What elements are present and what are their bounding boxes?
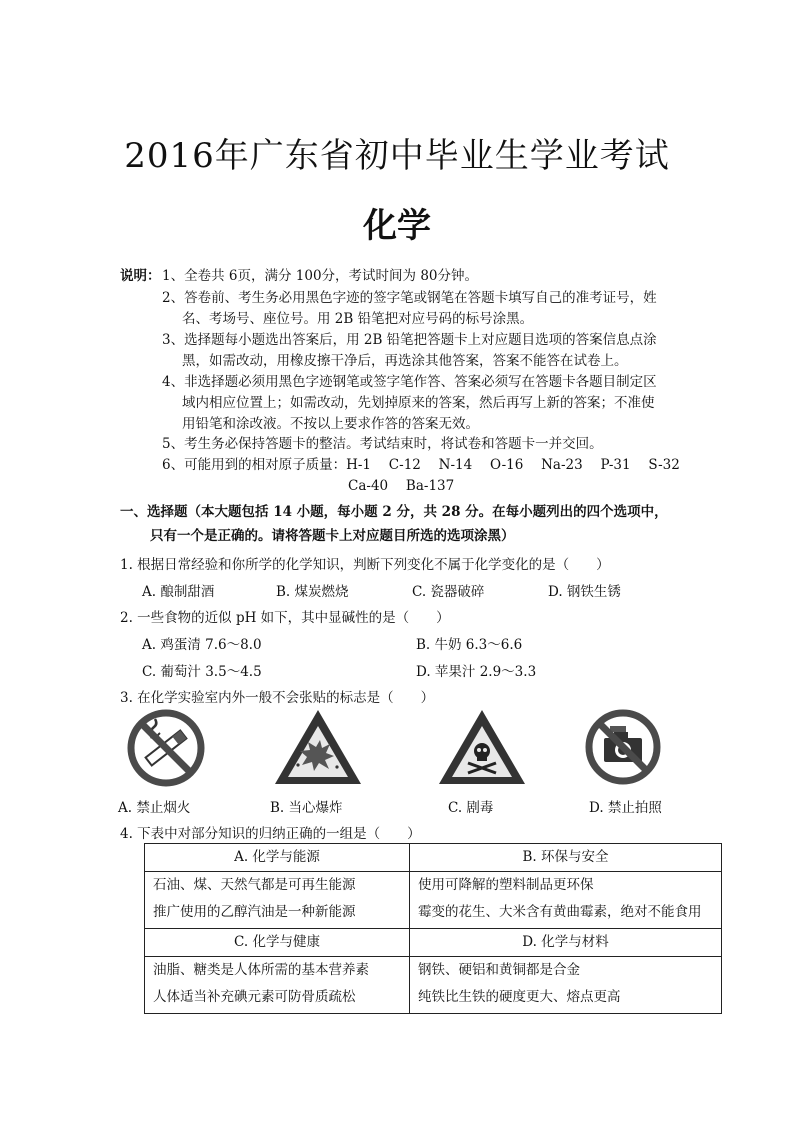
table-line: 推广使用的乙醇汽油是一种新能源 — [153, 904, 356, 920]
table-line: 石油、煤、天然气都是可再生能源 — [153, 877, 356, 893]
instruction-line: 用铅笔和涂改液。不按以上要求作答的答案无效。 — [182, 416, 479, 432]
q2-option-c: C. 葡萄汁 3.5～4.5 — [142, 664, 262, 680]
table-line: 纯铁比生铁的硬度更大、熔点更高 — [418, 989, 621, 1005]
instruction-line: 域内相应位置上；如需改动，先划掉原来的答案，然后再写上新的答案；不准使 — [182, 395, 655, 411]
instruction-line: 5、考生务必保持答题卡的整洁。考试结束时，将试卷和答题卡一并交回。 — [162, 436, 603, 452]
instruction-line: 4、非选择题必须用黑色字迹钢笔或签字笔作答、答案必须写在答题卡各题目制定区 — [162, 374, 657, 390]
question-1-stem: 1. 根据日常经验和你所学的化学知识，判断下列变化不属于化学变化的是（ ） — [120, 557, 610, 573]
table-cell-c-content — [145, 957, 410, 1014]
q2-option-d: D. 苹果汁 2.9～3.3 — [416, 664, 537, 680]
explosion-warning-sign-icon — [272, 707, 364, 787]
no-smoking-sign-icon — [126, 708, 206, 788]
q3-option-c: C. 剧毒 — [448, 800, 494, 816]
knowledge-table — [144, 843, 722, 1014]
question-4-stem: 4. 下表中对部分知识的归纳正确的一组是（ ） — [120, 826, 421, 842]
instruction-line: 6、可能用到的相对原子质量：H-1 C-12 N-14 O-16 Na-23 P-31 S-32 — [162, 457, 680, 473]
table-cell-b-content — [410, 872, 722, 929]
instruction-line: 名、考场号、座位号。用 2B 铅笔把对应号码的标号涂黑。 — [182, 311, 534, 327]
table-line: 使用可降解的塑料制品更环保 — [418, 877, 594, 893]
table-cell-a-content — [145, 872, 410, 929]
q2-option-a: A. 鸡蛋清 7.6～8.0 — [142, 637, 262, 653]
instructions-label: 说明： — [120, 268, 161, 284]
instruction-line: 黑，如需改动，用橡皮擦干净后，再选涂其他答案，答案不能答在试卷上。 — [182, 353, 628, 369]
q1-option-b: B. 煤炭燃烧 — [276, 584, 349, 600]
subject-title: 化学 — [363, 206, 431, 246]
toxic-warning-sign-icon — [436, 707, 528, 787]
q3-option-d: D. 禁止拍照 — [589, 800, 662, 816]
q1-option-c: C. 瓷器破碎 — [412, 584, 485, 600]
table-cell-b-title: B. 环保与安全 — [410, 844, 722, 872]
exam-title: 2016年广东省初中毕业生学业考试 — [124, 136, 670, 176]
instruction-line: 1、全卷共 6页，满分 100分，考试时间为 80分钟。 — [162, 268, 478, 284]
q3-option-a: A. 禁止烟火 — [118, 800, 191, 816]
q3-option-b: B. 当心爆炸 — [270, 800, 343, 816]
question-3-stem: 3. 在化学实验室内外一般不会张贴的标志是（ ） — [120, 690, 435, 706]
section-heading-line2: 只有一个是正确的。请将答题卡上对应题目所选的选项涂黑） — [150, 528, 515, 544]
q1-option-a: A. 酿制甜酒 — [142, 584, 215, 600]
instruction-line: Ca-40 Ba-137 — [348, 478, 455, 494]
no-camera-sign-icon — [584, 708, 662, 786]
table-line: 油脂、糖类是人体所需的基本营养素 — [153, 962, 369, 978]
table-line: 钢铁、硬铝和黄铜都是合金 — [418, 962, 580, 978]
table-cell-a-title: A. 化学与能源 — [145, 844, 410, 872]
section-heading: 一、选择题（本大题包括 14 小题，每小题 2 分，共 28 分。在每小题列出的四个选项中， — [120, 504, 668, 520]
table-line: 霉变的花生、大米含有黄曲霉素，绝对不能食用 — [418, 904, 702, 920]
table-cell-d-content — [410, 957, 722, 1014]
table-cell-c-title: C. 化学与健康 — [145, 929, 410, 957]
q1-option-d: D. 钢铁生锈 — [548, 584, 621, 600]
table-line: 人体适当补充碘元素可防骨质疏松 — [153, 989, 356, 1005]
question-2-stem: 2. 一些食物的近似 pH 如下，其中显碱性的是（ ） — [120, 610, 450, 626]
q2-option-b: B. 牛奶 6.3～6.6 — [416, 637, 523, 653]
instruction-line: 2、答卷前、考生务必用黑色字迹的签字笔或钢笔在答题卡填写自己的准考证号，姓 — [162, 290, 657, 306]
instruction-line: 3、选择题每小题选出答案后，用 2B 铅笔把答题卡上对应题目选项的答案信息点涂 — [162, 332, 657, 348]
table-cell-d-title: D. 化学与材料 — [410, 929, 722, 957]
